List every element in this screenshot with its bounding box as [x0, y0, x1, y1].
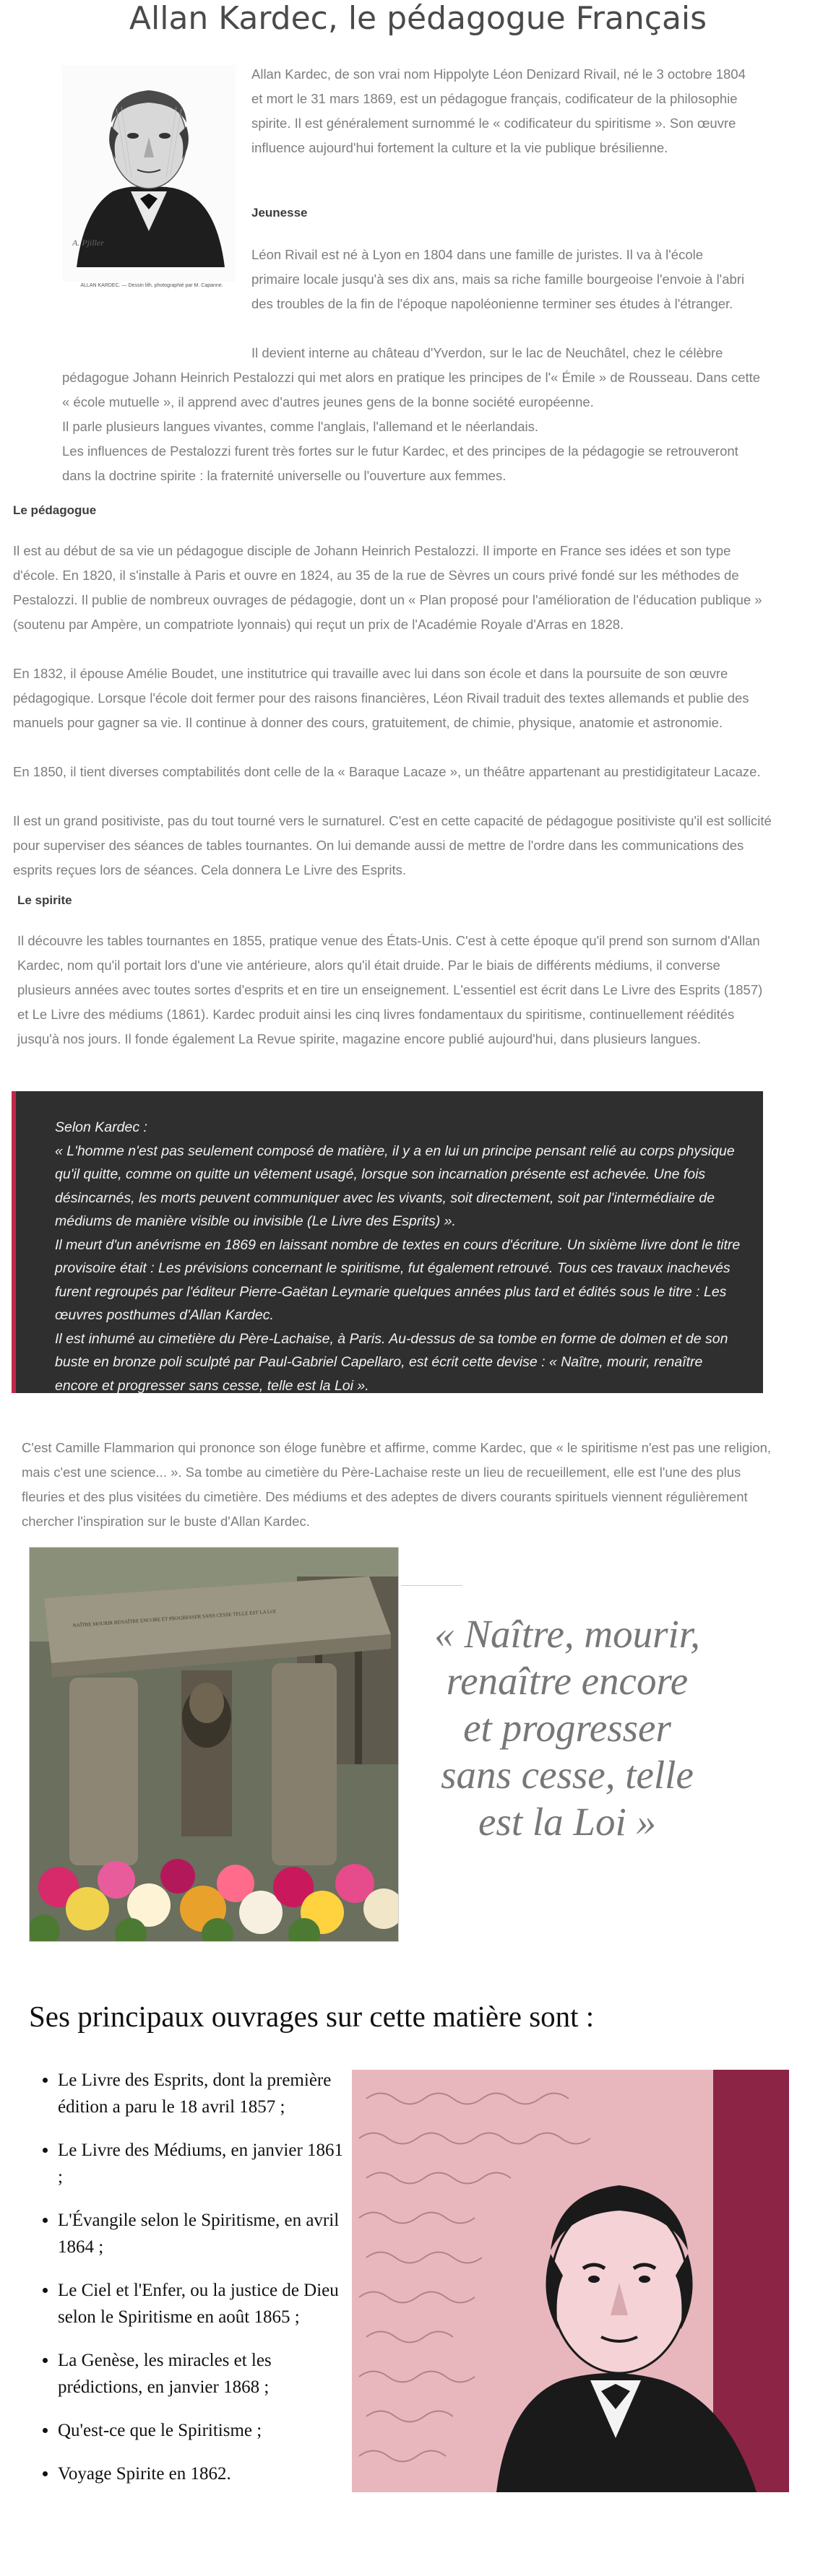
list-item: • Le Ciel et l'Enfer, ou la justice de Dieu selon le Spiritisme en août 1865 ; [58, 2277, 347, 2330]
tomb-dolmen-illustration [30, 1548, 398, 1941]
list-item: • Le Livre des Médiums, en janvier 1861 ; [58, 2137, 347, 2190]
list-item: • L'Évangile selon le Spiritisme, en avril 1864 ; [58, 2207, 347, 2260]
stylized-portrait-illustration [352, 2070, 789, 2492]
kardec-engraving-portrait [62, 65, 236, 288]
list-item: • Voyage Spirite en 1862. [58, 2460, 347, 2487]
works-heading: Ses principaux ouvrages sur cette matière sont : [29, 2000, 595, 2033]
section-heading-pedagogue: Le pédagogue [13, 503, 97, 517]
kardec-quote-box [12, 1091, 763, 1393]
spirite-paragraph: Il découvre les tables tournantes en 1855, pratique venue des États-Unis. C'est à cette époque qu'il prend son surnom d'Allan Kardec, nom qu'il portait lors d'une vie antérieure, alors qu'il était druide. Par le biais de différents médiums, il converse plusieurs années avec toutes sortes d'esprits et en tire un enseignement. L'essentiel est écrit dans Le Livre des Esprits (1857) et Le Livre des médiums (1861). Kardec produit ainsi les cinq livres fondamentaux du spiritisme, continuellement réédités jusqu'à nos jours. Il fonde également La Revue spirite, magazine encore publié aujourd'hui, dans plusieurs langues. [17, 933, 763, 1046]
quote-intro-line: Selon Kardec : [55, 1119, 147, 1135]
pedagogue-paragraph-4: Il est un grand positiviste, pas du tout tourné vers le surnaturel. C'est en cette capacité de pédagogue positiviste qu'il est sollicité pour superviser des séances de tables tournantes. On lui demande aussi de mettre de l'ordre dans les communications des esprits reçues lors de séances. Cela donnera Le Livre des Esprits. [13, 813, 772, 877]
list-item: • Qu'est-ce que le Spiritisme ; [58, 2417, 347, 2444]
quote-main-citation: « L'homme n'est pas seulement composé de matière, il y a en lui un principe pensant relié au corps physique qu'il quitte, comme on quitte un vêtement usagé, lorsque son incarnation présente est achevée. Une fois désincarnés, les morts peuvent communiquer avec les vivants, soit directement, soit par l'intermédiaire de médiums de manière visible ou invisible (Le Livre des Esprits) ». [55, 1142, 735, 1229]
jeunesse-paragraph-2: Il devient interne au château d'Yverdon, sur le lac de Neuchâtel, chez le célèbre pédagogue Johann Heinrich Pestalozzi qui met alors en pratique les principes de l'« Émile » de Rousseau. Dans cette « école mutuelle », il apprend avec d'autres jeunes gens de la bonne société européenne. [62, 345, 761, 409]
flammarion-paragraph: C'est Camille Flammarion qui prononce son éloge funèbre et affirme, comme Kardec, que « le spiritisme n'est pas une religion, mais c'est une science... ». Sa tombe au cimetière du Père-Lachaise reste un lieu de recueillement, elle est l'une des plus fleuries et des plus visitées du cimetière. Des médiums et des adeptes de divers courants spirituels viennent régulièrement chercher l'inspiration sur le buste d'Allan Kardec. [22, 1440, 772, 1529]
portrait-signature: A. Pjiller [72, 238, 104, 248]
big-pull-quote: « Naître, mourir, renaître encore et progresser sans cesse, telle est la Loi » [434, 1612, 700, 1844]
pedagogue-paragraph-1: Il est au début de sa vie un pédagogue disciple de Johann Heinrich Pestalozzi. Il importe en France ses idées et son type d'école. En 1820, il s'installe à Paris et ouvre en 1824, au 35 de la rue de Sèvres un cours privé fondé sur les méthodes de Pestalozzi. Il publie de nombreux ouvrages de pédagogie, dont un « Plan proposé pour l'amélioration de l'éducation publique » (soutenu par Ampère, un compatriote lyonnais) qui reçut un prix de l'Académie Royale d'Arras en 1828. [13, 543, 762, 632]
jeunesse-paragraph-1: Léon Rivail est né à Lyon en 1804 dans une famille de juristes. Il va à l'école primaire locale jusqu'à ses dix ans, mais sa riche famille bourgeoise l'envoie à l'abri des troubles de la fin de l'époque napoléonienne terminer ses études à l'étranger. [251, 247, 745, 311]
quote-divider [401, 1585, 462, 1586]
portrait-illustration [62, 65, 236, 282]
quote-death-text: Il meurt d'un anévrisme en 1869 en laissant nombre de textes en cours d'écriture. Un sixième livre dont le titre provisoire était : Les prévisions concernant le spiritisme, fut également retrouvé. Tous ces travaux inachevés furent regroupés par l'éditeur Pierre-Gaëtan Leymarie quelques années plus tard et édités sous le titre : Les œuvres posthumes d'Allan Kardec. [55, 1236, 741, 1323]
section-heading-spirite: Le spirite [17, 893, 72, 907]
works-list [27, 2067, 347, 2504]
kardec-stylized-portrait [352, 2070, 789, 2492]
list-item: • Le Livre des Esprits, dont la première édition a paru le 18 avril 1857 ; [58, 2067, 347, 2120]
pedagogue-paragraph-2: En 1832, il épouse Amélie Boudet, une institutrice qui travaille avec lui dans son école et dans la poursuite de son œuvre pédagogique. Lorsque l'école doit fermer pour des raisons financières, Léon Rivail traduit des textes allemands et publie des manuels pour gagner sa vie. Il continue à donner des cours, gratuitement, de chimie, physique, anatomie et astronomie. [13, 666, 749, 730]
jeunesse-paragraph-4: Les influences de Pestalozzi furent très fortes sur le futur Kardec, et des principes de la pédagogie se retrouveront dans la doctrine spirite : la fraternité universelle ou l'ouverture aux femmes. [62, 443, 738, 483]
portrait-caption: ALLAN KARDEC. — Dessin lith. photographié par M. Capanne. [80, 283, 223, 288]
page-title: Allan Kardec, le pédagogue Français [129, 0, 707, 37]
quote-burial-text: Il est inhumé au cimetière du Père-Lachaise, à Paris. Au-dessus de sa tombe en forme de dolmen et de son buste en bronze poli sculpté par Paul-Gabriel Capellaro, est écrit cette devise : « Naître, mourir, renaître encore et progresser sans cesse, telle est la Loi ». [55, 1330, 728, 1394]
intro-paragraph: Allan Kardec, de son vrai nom Hippolyte Léon Denizard Rivail, né le 3 octobre 1804 et mort le 31 mars 1869, est un pédagogue français, codificateur de la philosophie spirite. Il est généralement surnommé le « codificateur du spiritisme ». Son œuvre influence aujourd'hui fortement la culture et la vie publique brésilienne. [251, 66, 746, 155]
section-heading-jeunesse: Jeunesse [251, 206, 308, 220]
tomb-inscription: NAÎTRE MOURIR RENAÎTRE ENCORE ET PROGRESSER SANS CESSE TELLE EST LA LOI [72, 1608, 276, 1629]
tomb-photo [29, 1547, 399, 1942]
jeunesse-paragraph-3: Il parle plusieurs langues vivantes, comme l'anglais, l'allemand et le néerlandais. [62, 419, 539, 434]
list-item: • La Genèse, les miracles et les prédictions, en janvier 1868 ; [58, 2347, 347, 2401]
pedagogue-paragraph-3: En 1850, il tient diverses comptabilités dont celle de la « Baraque Lacaze », un théâtre appartenant au prestidigitateur Lacaze. [13, 764, 761, 779]
